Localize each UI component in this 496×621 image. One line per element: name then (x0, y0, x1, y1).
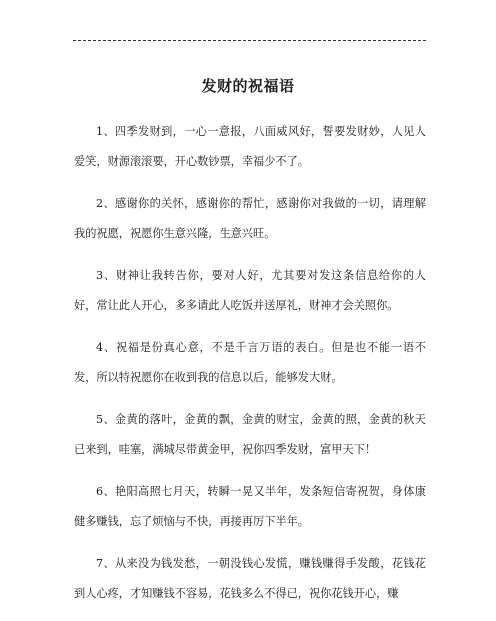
document-title: 发财的祝福语 (201, 77, 295, 95)
paragraph-3: 3、财神让我转告你，要对人好，尤其要对发这条信息给你的人好，常让此人开心，多多请此人吃饭并送厚礼，财神才会关照你。 (74, 269, 426, 312)
document-body (74, 117, 426, 621)
header-dashed-rule (73, 40, 426, 41)
paragraph-4: 4、祝福是份真心意，不是千言万语的表白。但是也不能一语不发，所以特祝愿你在收到我的信息以后，能够发大财。 (74, 341, 426, 384)
paragraph-2: 2、感谢你的关怀，感谢你的帮忙，感谢你对我做的一切，请理解我的祝愿，祝愿你生意兴隆，生意兴旺。 (74, 197, 426, 240)
paragraph-6: 6、艳阳高照七月天，转瞬一晃又半年，发条短信寄祝贺，身体康健多赚钱，忘了烦恼与不快，再接再厉下半年。 (74, 485, 426, 528)
paragraph-5: 5、金黄的落叶，金黄的飘，金黄的财宝，金黄的照，金黄的秋天已来到，哇塞，满城尽带黄金甲，祝你四季发财，富甲天下！ (74, 413, 426, 456)
paragraph-1: 1、四季发财到，一心一意报，八面威风好，誓要发财妙，人见人爱笑，财源滚滚要，开心数钞票，幸福少不了。 (74, 125, 426, 168)
paragraph-7: 7、从来没为钱发愁，一朝没钱心发慌，赚钱赚得手发酸，花钱花到人心疼，才知赚钱不容易，花钱多么不得已，祝你花钱开心，赚 (74, 557, 426, 600)
